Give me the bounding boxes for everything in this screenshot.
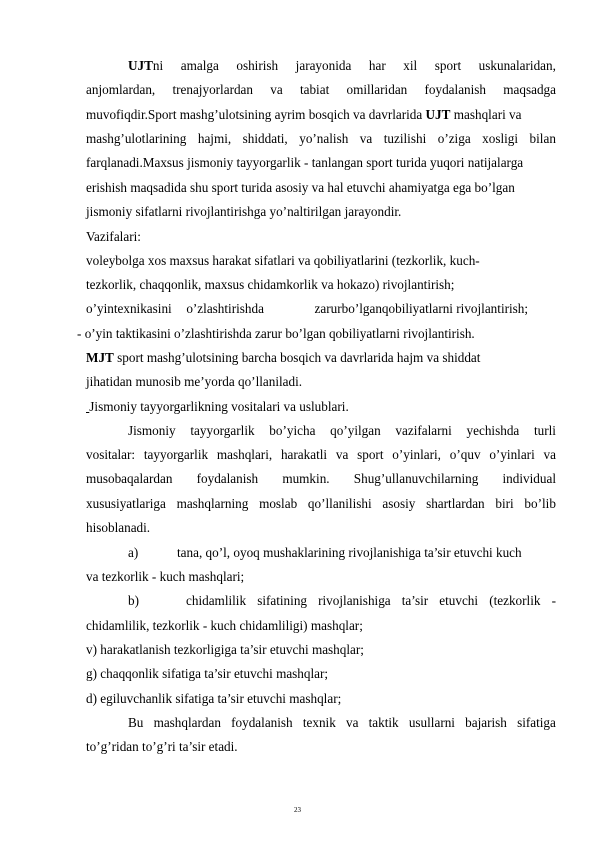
p1-line-3: muvofiqdir.Sport mashg’ulotsining ayrim bosqich va davrlarida UJT mashqlari va	[86, 107, 522, 122]
p1-line-4: mashg’ulotlarining hajmi, shiddati, yo’nalish va tuzilishi o’ziga xosligi bilan	[86, 131, 556, 146]
p2-line-4: xususiyatlariga mashqlarning moslab qo’llanilishi asosiy shartlardan biri bo’lib	[86, 496, 556, 511]
list-item-g: g) chaqqonlik sifatiga ta’sir etuvchi mashqlar;	[86, 666, 329, 681]
ujt-bold: UJT	[128, 58, 153, 73]
p2-line-3: musobaqalardan foydalanish mumkin. Shug’ullanuvchilarning individual	[86, 471, 556, 486]
p3-line-1: Bu mashqlardan foydalanish texnik va taktik usullarni bajarish sifatiga	[128, 715, 556, 730]
tasks-heading: Vazifalari:	[86, 229, 141, 244]
list-item-a-marker: a)	[128, 545, 139, 560]
p2-line-1: Jismoniy tayyorgarlik bo’yicha qo’yilgan vazifalarni yechishda turli	[128, 423, 556, 438]
list-item-a-text: tana, qo’l, oyoq mushaklarining rivojlanishiga ta’sir etuvchi kuch	[177, 545, 522, 560]
p1-line-2: anjomlardan, trenajyorlardan va tabiat omillaridan foydalanish maqsadga	[86, 82, 556, 97]
list-item-b-marker: b)	[128, 593, 139, 608]
tasks-line-3: o’yintexnikasini o’zlashtirishda zarurbo’lganqobiliyatlarni rivojlantirish;	[86, 301, 529, 316]
p1-line-1: UJTni amalga oshirish jarayonida har xil sport uskunalaridan,	[128, 58, 556, 73]
page-number: 23	[294, 806, 301, 814]
p1-line-5: farqlanadi.Maxsus jismoniy tayyorgarlik - tanlangan sport turida yuqori natijalarga	[86, 155, 524, 170]
list-item-d: d) egiluvchanlik sifatiga ta’sir etuvchi mashqlar;	[86, 691, 342, 706]
p1-line-6: erishish maqsadida shu sport turida asosiy va hal etuvchi ahamiyatga ega bo’lgan	[86, 180, 515, 195]
mjt-line-2: jihatidan munosib me’yorda qo’llaniladi.	[86, 374, 303, 389]
list-item-v: v) harakatlanish tezkorligiga ta’sir etuvchi mashqlar;	[86, 642, 364, 657]
tasks-line-4: - o’yin taktikasini o’zlashtirishda zarur bo’lgan qobiliyatlarni rivojlantirish.	[77, 326, 475, 341]
p3-line-2: to’g’ridan to’g’ri ta’sir etadi.	[86, 739, 238, 754]
section-title: Jismoniy tayyorgarlikning vositalari va uslublari.	[89, 399, 349, 414]
tasks-line-1: voleybolga xos maxsus harakat sifatlari va qobiliyatlarini (tezkorlik, kuch-	[86, 253, 480, 268]
list-item-b-cont: chidamlilik, tezkorlik - kuch chidamliligi) mashqlar;	[86, 618, 363, 633]
list-item-b-text: chidamlilik sifatining rivojlanishiga ta’sir etuvchi (tezkorlik -	[186, 593, 556, 608]
mjt-line-1: MJT sport mashg’ulotsining barcha bosqich va davrlarida hajm va shiddat	[86, 350, 481, 365]
list-item-a-cont: va tezkorlik - kuch mashqlari;	[86, 569, 245, 584]
tasks-line-2: tezkorlik, chaqqonlik, maxsus chidamkorlik va hokazo) rivojlantirish;	[86, 277, 455, 292]
p2-line-5: hisoblanadi.	[86, 520, 151, 535]
p2-line-2: vositalar: tayyorgarlik mashqlari, harakatli va sport o’yinlari, o’quv o’yinlari va	[86, 447, 556, 462]
mjt-bold: MJT	[86, 350, 114, 365]
p1-line-1-first: UJTni	[128, 58, 164, 73]
p1-line-7: jismoniy sifatlarni rivojlantirishga yo’naltirilgan jarayondir.	[86, 204, 402, 219]
ujt-bold: UJT	[425, 107, 451, 122]
